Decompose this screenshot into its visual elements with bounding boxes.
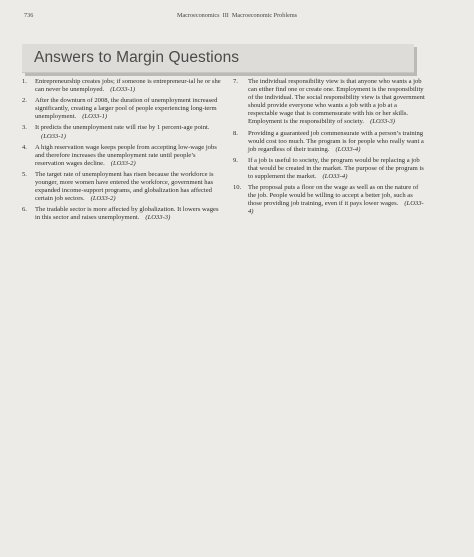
answer-number: 2.: [22, 97, 27, 105]
answer-number: 7.: [233, 78, 238, 85]
running-title: Macroeconomics III Macroeconomic Problems: [176, 12, 298, 19]
learning-objective-ref: (LO33-1): [41, 132, 66, 140]
answer-item: [233, 78, 425, 127]
answer-body: [248, 184, 425, 216]
left-answers-column: [22, 78, 222, 226]
answer-item: [233, 184, 425, 216]
learning-objective-ref: (LO33-1): [110, 86, 136, 94]
answer-text: Entrepreneurship creates jobs; if someone is entrepreneur-ial he or she can never be unemployed.: [35, 78, 221, 94]
answer-body: [248, 130, 425, 154]
answer-body: [248, 78, 425, 127]
learning-objective-ref: (LO33-4): [335, 145, 361, 153]
answer-item: [22, 124, 222, 140]
answer-item: [22, 78, 222, 94]
answer-number: 5.: [22, 170, 27, 178]
answer-item: [22, 206, 222, 222]
answer-number: 10.: [233, 184, 242, 192]
answer-text: The individual responsibility view is that anyone who wants a job can either find one or create one. Employment is the responsibility of the individual. The social responsibility view is that government should provide everyone who wants a job with a job at a respectable wage that is commensurate with his or her skills. Employment is the responsibility of society.: [248, 78, 425, 126]
answer-body: [35, 78, 222, 94]
answer-body: [35, 144, 222, 168]
learning-objective-ref: (LO33-3): [370, 118, 395, 126]
learning-objective-ref: (LO33-2): [110, 159, 136, 167]
answer-number: 3.: [22, 124, 27, 132]
answer-text: After the downturn of 2008, the duration of unemployment increased significantly, creating a larger pool of people experiencing long-term unemployment.: [35, 97, 218, 121]
learning-objective-ref: (LO33-1): [82, 113, 108, 121]
answer-item: [22, 144, 222, 168]
answer-body: [35, 206, 222, 222]
answer-body: [35, 171, 222, 203]
answer-body: [248, 157, 425, 181]
learning-objective-ref: (LO33-3): [145, 214, 171, 222]
answer-item: [233, 157, 425, 181]
answer-text: If a job is useful to society, the program would be replacing a job that would be created in the market. The purpose of the program is to supplement the market.: [248, 156, 424, 181]
right-answers-column: [233, 78, 425, 220]
section-title-box: [22, 44, 414, 73]
answer-item: [22, 171, 222, 203]
answer-item: [233, 130, 425, 154]
answer-text: The target rate of unemployment has risen because the workforce is younger, more women have entered the workforce, government has expanded income-support programs, and globalization has affected certain job sectors.: [35, 170, 214, 203]
answer-number: 4.: [22, 143, 27, 151]
page-number: 736: [24, 12, 34, 19]
learning-objective-ref: (LO33-2): [90, 195, 116, 203]
answer-number: 8.: [233, 129, 238, 137]
learning-objective-ref: (LO33-4): [322, 173, 348, 181]
answer-text: A high reservation wage keeps people from accepting low-wage jobs and therefore increases the unemployment rate until people’s reservation wages decline.: [35, 143, 217, 167]
answer-body: [35, 97, 222, 121]
section-title: Answers to Margin Questions: [34, 49, 240, 66]
answer-number: 6.: [22, 206, 27, 214]
learning-objective-ref: (LO33-4): [248, 200, 424, 216]
answer-text: The proposal puts a floor on the wage as well as on the nature of the job. People would be willing to accept a better job, such as those providing job training, even if it pays lower wages.: [248, 184, 419, 208]
answer-number: 9.: [233, 156, 238, 164]
answer-text: It predicts the unemployment rate will rise by 1 percent-age point.: [35, 124, 210, 132]
answer-body: [35, 124, 222, 140]
answer-number: 1.: [22, 78, 27, 85]
answer-text: Providing a guaranteed job commensurate with a person’s training would cost too much. The program is for people who really want a job regardless of their training.: [248, 129, 424, 153]
answer-text: The tradable sector is more affected by globalization. It lowers wages in this sector and raises unemployment.: [35, 206, 219, 222]
answer-item: [22, 97, 222, 121]
